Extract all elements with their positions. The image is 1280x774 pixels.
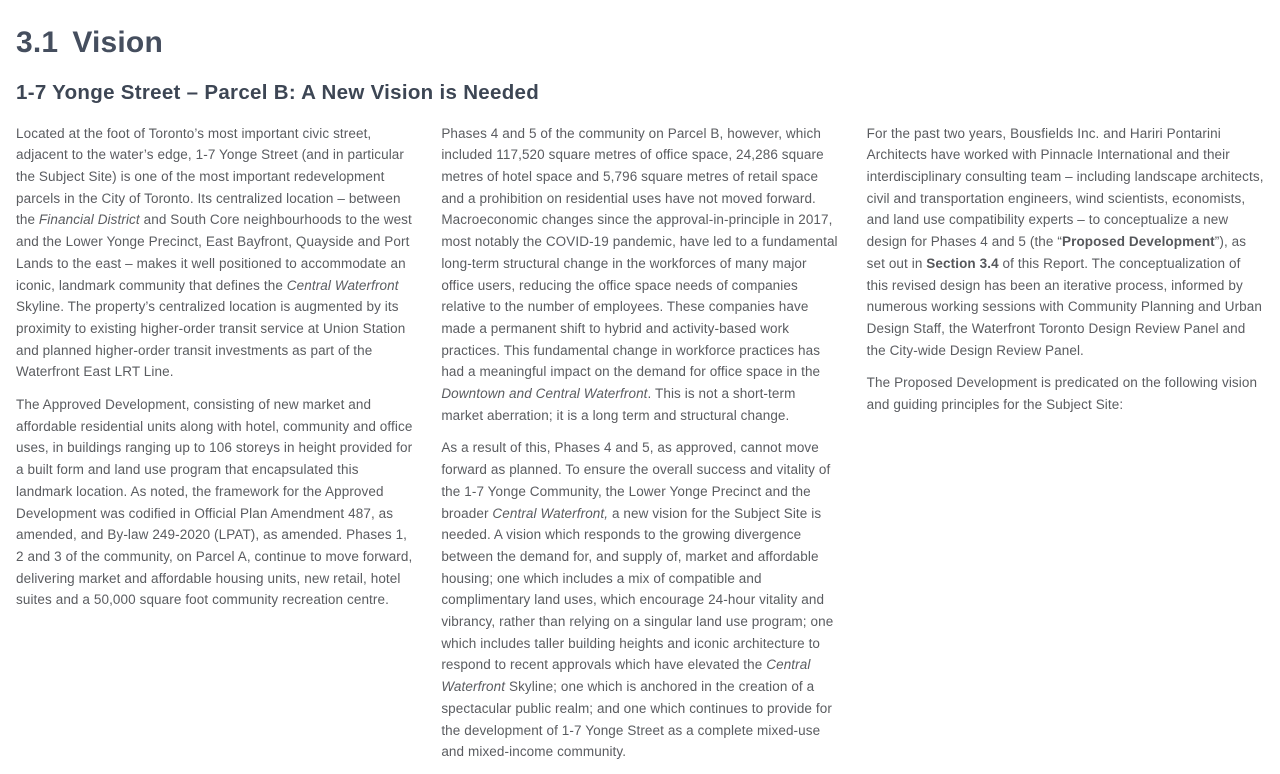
section-title: Vision (72, 26, 163, 59)
section-number: 3.1 (16, 26, 59, 59)
paragraph (441, 123, 838, 427)
text-run: ”), as set out in (866, 234, 1247, 271)
text-column-3 (867, 123, 1264, 774)
text-columns (16, 123, 1264, 774)
text-run: of this Report. The conceptualization of this revised design has been an iterative process, informed by numerous working sessions with Community Planning and Urban Design Staff, the Waterfront Toronto Design Review Panel and the City-wide Design Review Panel. (866, 255, 1262, 358)
text-run: Central Waterfront (441, 657, 811, 695)
paragraph (441, 437, 838, 763)
text-run: For the past two years, Bousfields Inc. and Hariri Pontarini Architects have worked with Pinnacle International and their interdisciplinary consulting team – including landscape architects, civil and transportation engineers, wind scientists, economists, and land use compatibility experts – to conceptualize a new design for Phases 4 and 5 (the “ (866, 125, 1264, 250)
text-run: The Approved Development, consisting of new market and affordable residential units along with hotel, community and office uses, in buildings ranging up to 106 storeys in height provided for a built form and land use program that encapsulated this landmark location. As noted, the framework for the Approved Development was codified in Official Plan Amendment 487, as amended, and By-law 249-2020 (LPAT), as amended. Phases 1, 2 and 3 of the community, on Parcel A, continue to move forward, delivering market and affordable housing units, new retail, hotel suites and a 50,000 square foot community recreation centre. (16, 397, 413, 608)
subsection-heading: 1-7 Yonge Street – Parcel B: A New Vision is Needed (16, 81, 540, 104)
text-run: . This is not a short-term market aberration; it is a long term and structural change. (441, 386, 796, 423)
text-run: Financial District (38, 212, 140, 228)
paragraph (867, 372, 1264, 415)
text-run: and South Core neighbourhoods to the west and the Lower Yonge Precinct, East Bayfront, Quayside and Port Lands to the east – makes it well positioned to accommodate an iconic, landmark community that defines the (16, 212, 412, 293)
text-run: As a result of this, Phases 4 and 5, as approved, cannot move forward as planned. To ensure the overall success and vitality of the 1-7 Yonge Community, the Lower Yonge Precinct and the broader (441, 440, 831, 521)
text-run: Central Waterfront, (492, 505, 609, 521)
section-heading (16, 26, 1264, 59)
text-run: a new vision for the Subject Site is needed. A vision which responds to the growing divergence between the demand for, and supply of, market and affordable housing; one which includes a mix of compatible and complimentary land uses, which encourage 24-hour vitality and vibrancy, rather than relying on a singular land use program; one which includes taller building heights and iconic architecture to respond to recent approvals which have elevated the (441, 505, 834, 673)
text-column-2 (441, 123, 838, 774)
text-run: Proposed Development (1061, 234, 1215, 250)
text-column-1 (16, 123, 413, 774)
text-run: The Proposed Development is predicated on the following vision and guiding principles for the Subject Site: (866, 375, 1258, 413)
text-run: Skyline. The property’s centralized location is augmented by its proximity to existing higher-order transit service at Union Station and planned higher-order transit investments as part of the Waterfront East LRT Line. (16, 299, 406, 380)
paragraph (867, 123, 1264, 362)
text-run: Section 3.4 (926, 255, 999, 271)
paragraph (16, 394, 413, 611)
text-run: Located at the foot of Toronto’s most important civic street, adjacent to the water’s edge, 1-7 Yonge Street (and in particular the Subject Site) is one of the most important redevelopment parcels in the City of Toronto. Its centralized location – between the (16, 125, 405, 228)
text-run: Skyline; one which is anchored in the creation of a spectacular public realm; and one which continues to provide for the development of 1-7 Yonge Street as a complete mixed-use and mixed-income community. (441, 679, 832, 760)
text-run: Downtown and Central Waterfront (441, 386, 648, 402)
text-run: Phases 4 and 5 of the community on Parcel B, however, which included 117,520 square metres of office space, 24,286 square metres of hotel space and 5,796 square metres of retail space and a prohibition on residential uses have not moved forward. Macroeconomic changes since the approval-in-principle in 2017, most notably the COVID-19 pandemic, have led to a fundamental long-term structural change in the workforces of many major office users, reducing the office space needs of companies relative to the number of employees. These companies have made a permanent shift to hybrid and activity-based work practices. This fundamental change in workforce practices has had a meaningful impact on the demand for office space in the (441, 125, 838, 380)
paragraph (16, 123, 413, 383)
text-run: Central Waterfront (286, 277, 399, 293)
